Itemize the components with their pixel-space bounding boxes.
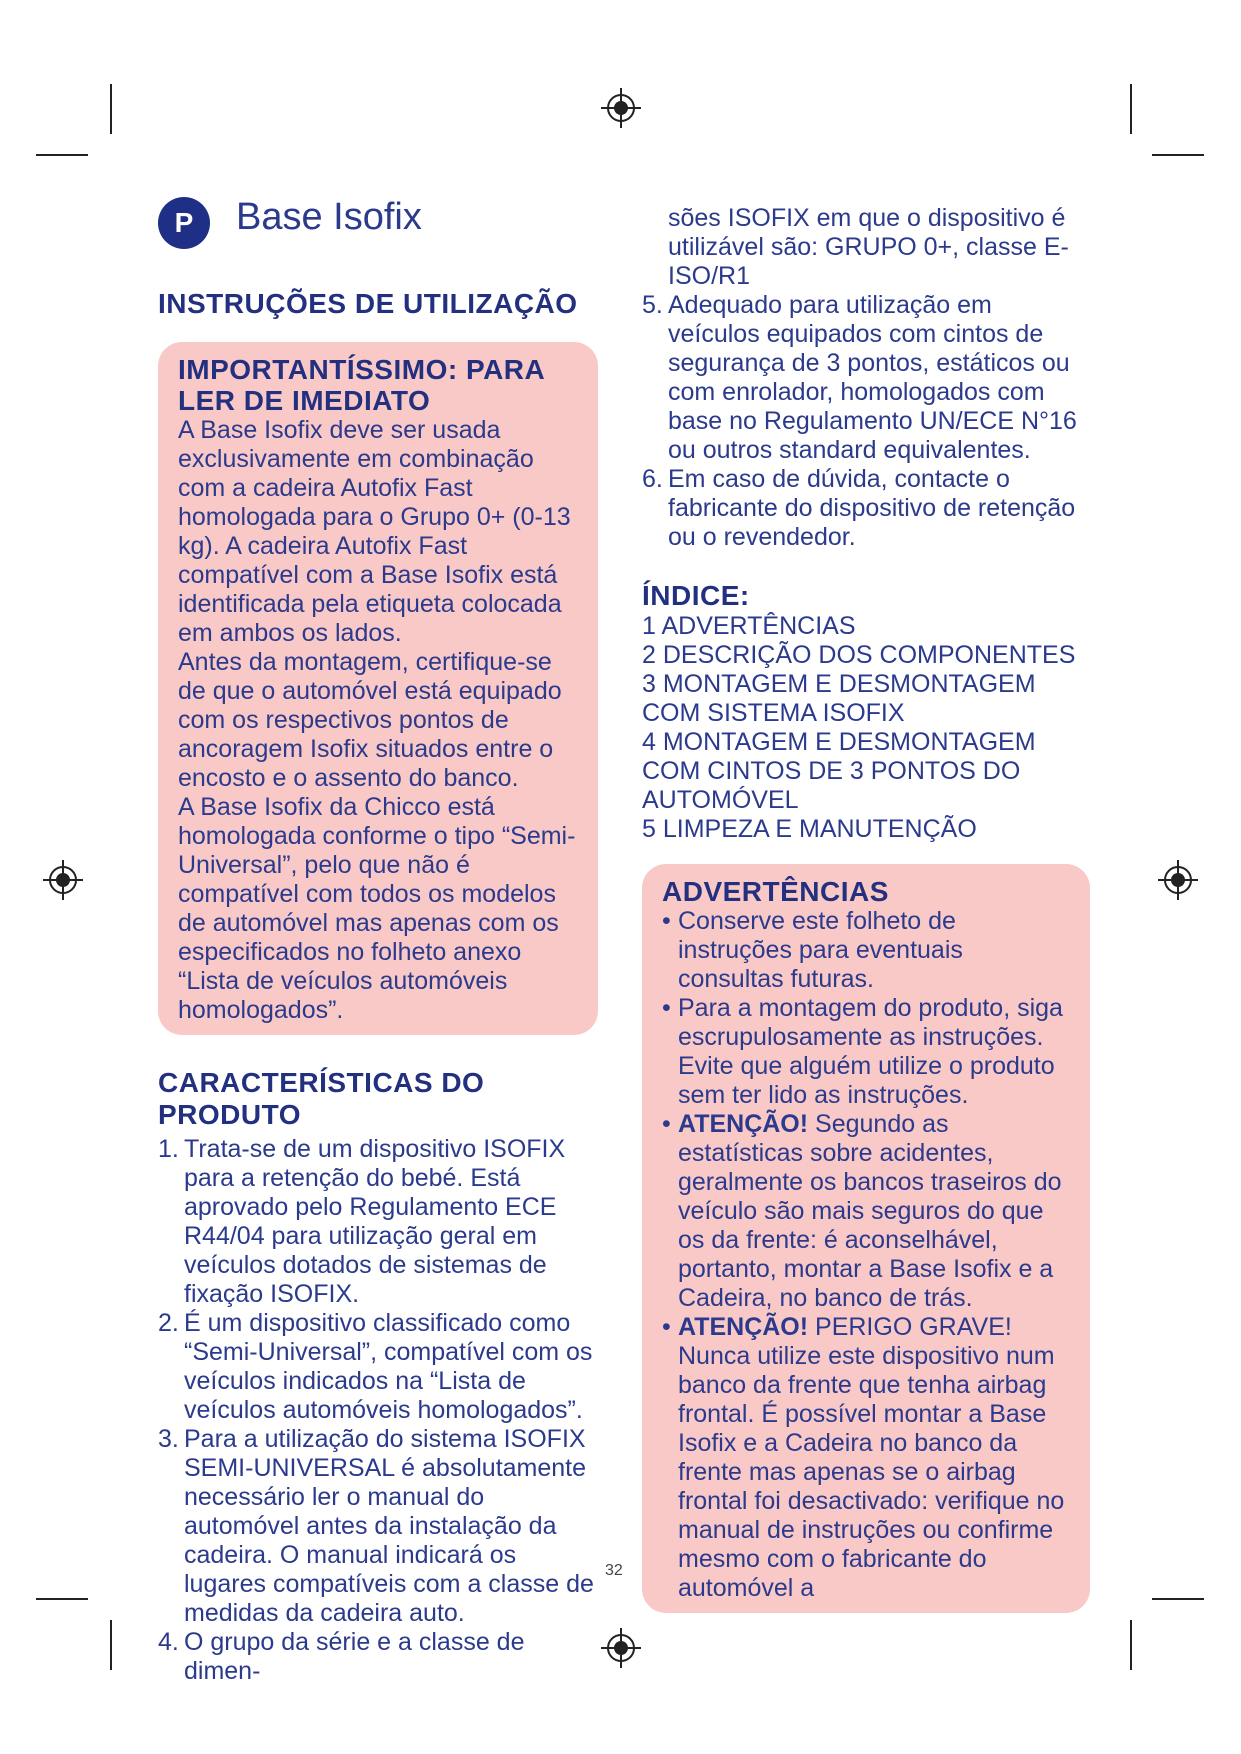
registration-mark-icon — [601, 88, 641, 128]
list-item: 5. Adequado para utilização em veículos equipados com cintos de segurança de 3 pontos, estáticos ou com enrolador, homologados com base no Regulamento UN/ECE N°16 ou outros standard equivalentes. — [642, 291, 1077, 464]
page-title: Base Isofix — [236, 196, 422, 238]
list-item: • Para a montagem do produto, siga escrupulosamente as instruções. Evite que alguém utilize o produto sem ter lido as instruções. — [662, 994, 1063, 1109]
warnings-box — [642, 864, 1090, 1613]
registration-mark-icon — [601, 1628, 641, 1668]
warnings-list — [662, 907, 1072, 1603]
crop-mark — [110, 1620, 112, 1670]
important-paragraph: A Base Isofix da Chicco está homologada conforme o tipo “Semi-Universal”, pelo que não é compatível com todos os modelos de automóvel mas apenas com os especificados no folheto anexo “Lista de veículos automóveis homologados”. — [178, 793, 576, 1024]
list-item: • ATENÇÃO! Segundo as estatísticas sobre acidentes, geralmente os bancos traseiros do veículo são mais seguros do que os da frente: é aconselhável, portanto, montar a Base Isofix e a Cadeira, no banco de trás. — [662, 1110, 1062, 1312]
left-column — [158, 288, 598, 1686]
index-item: 5 LIMPEZA E MANUTENÇÃO — [642, 815, 977, 843]
crop-mark — [36, 154, 88, 156]
section-title: INSTRUÇÕES DE UTILIZAÇÃO — [158, 288, 578, 319]
continued-text: sões ISOFIX em que o dispositivo é utilizável são: GRUPO 0+, classe E-ISO/R1 — [668, 204, 1069, 290]
registration-mark-icon — [1158, 860, 1198, 900]
warning-label: ATENÇÃO! — [678, 1110, 809, 1138]
language-badge: P — [158, 197, 210, 249]
warning-label: ATENÇÃO! — [678, 1313, 809, 1341]
features-list-continued — [642, 291, 1090, 552]
features-list — [158, 1135, 598, 1686]
registration-mark-icon — [43, 860, 83, 900]
index-item: 2 DESCRIÇÃO DOS COMPONENTES — [642, 641, 1076, 669]
warnings-title: ADVERTÊNCIAS — [662, 876, 889, 907]
list-item: 3. Para a utilização do sistema ISOFIX SEMI-UNIVERSAL é absolutamente necessário ler o manual do automóvel antes da instalação da cadeira. O manual indicará os lugares compatíveis com a classe de medidas da cadeira auto. — [158, 1425, 594, 1627]
list-item: 2. É um dispositivo classificado como “Semi-Universal”, compatível com os veículos indicados na “Lista de veículos automóveis homologados”. — [158, 1309, 593, 1424]
index-item: 1 ADVERTÊNCIAS — [642, 612, 856, 640]
crop-mark — [1130, 84, 1132, 134]
list-item: • ATENÇÃO! PERIGO GRAVE! Nunca utilize este dispositivo num banco da frente que tenha airbag frontal. É possível montar a Base Isofix e a Cadeira no banco da frente mas apenas se o airbag frontal foi desactivado: verifique no manual de instruções ou confirme mesmo com o fabricante do automóvel a — [662, 1313, 1065, 1602]
important-paragraph: Antes da montagem, certifique-se de que o automóvel está equipado com os respectivos pontos de ancoragem Isofix situados entre o encosto e o assento do banco. — [178, 648, 562, 792]
important-box — [158, 342, 598, 1035]
features-title: CARACTERÍSTICAS DO PRODUTO — [158, 1067, 485, 1130]
crop-mark — [110, 84, 112, 134]
list-item: • Conserve este folheto de instruções para eventuais consultas futuras. — [662, 907, 963, 993]
index-title: ÍNDICE: — [642, 580, 750, 611]
list-item: 1. Trata-se de um dispositivo ISOFIX para a retenção do bebé. Está aprovado pelo Regulamento ECE R44/04 para utilização geral em veículos dotados de sistemas de fixação ISOFIX. — [158, 1135, 566, 1308]
crop-mark — [1152, 1598, 1204, 1600]
list-item: 4. O grupo da série e a classe de dimen- — [158, 1628, 525, 1685]
index-item: 3 MONTAGEM E DESMONTAGEM COM SISTEMA ISOFIX — [642, 670, 1036, 727]
crop-mark — [1130, 1620, 1132, 1670]
important-paragraph: A Base Isofix deve ser usada exclusivamente em combinação com a cadeira Autofix Fast homologada para o Grupo 0+ (0-13 kg). A cadeira Autofix Fast compatível com a Base Isofix está identificada pela etiqueta colocada em ambos os lados. — [178, 416, 571, 647]
index-list — [642, 612, 1090, 844]
list-item: 6. Em caso de dúvida, contacte o fabricante do dispositivo de retenção ou o revendedor. — [642, 465, 1076, 551]
right-column — [642, 204, 1090, 1613]
crop-mark — [36, 1598, 88, 1600]
index-item: 4 MONTAGEM E DESMONTAGEM COM CINTOS DE 3 PONTOS DO AUTOMÓVEL — [642, 728, 1036, 814]
page-number: 32 — [605, 1562, 623, 1579]
important-title: IMPORTANTÍSSIMO: PARA LER DE IMEDIATO — [178, 354, 545, 416]
crop-mark — [1152, 154, 1204, 156]
